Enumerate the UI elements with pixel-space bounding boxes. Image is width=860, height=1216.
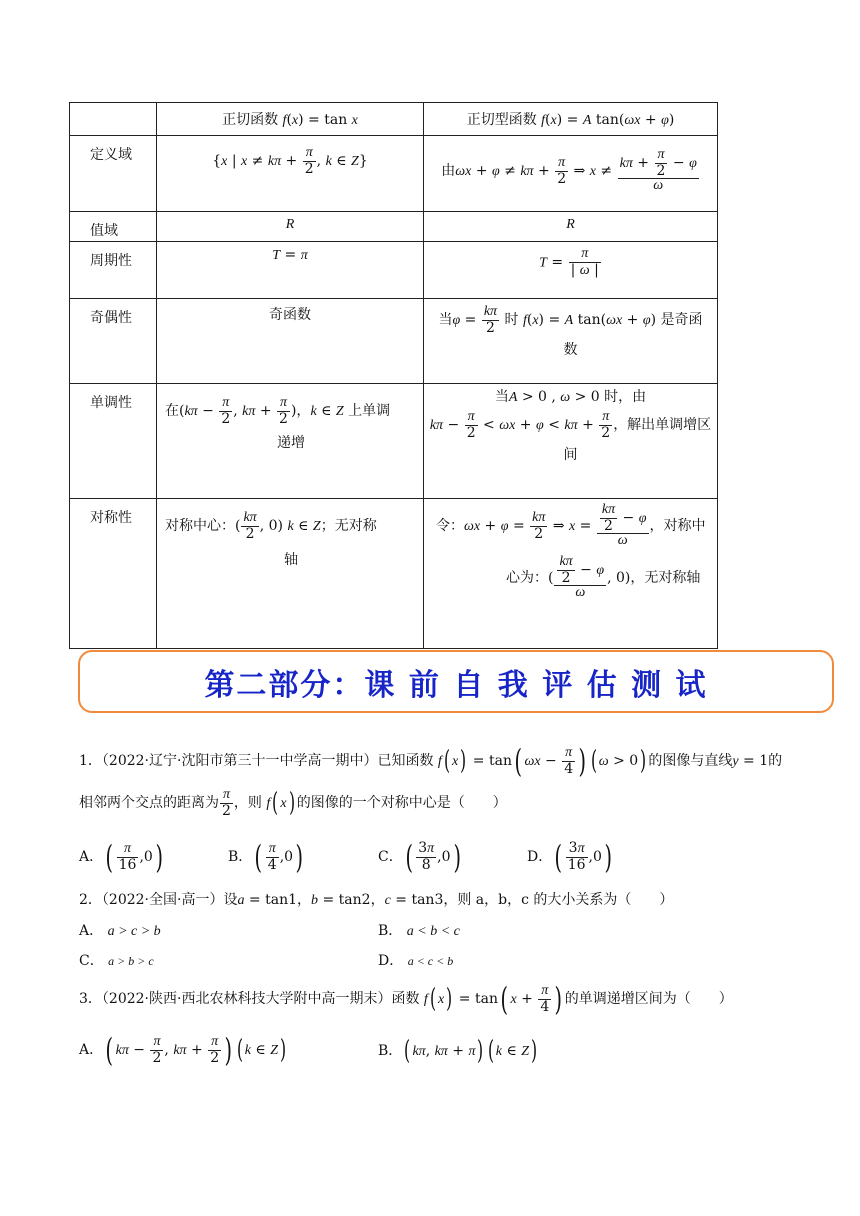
question-2-line-1: 2．（2022·全国·高一）设a = tan1，b = tan2，c = tan3，则 a，b，c 的大小关系为（ ） — [79, 892, 674, 908]
text: 在 — [165, 403, 179, 420]
text: 心为： — [506, 570, 548, 587]
option-value: a > b > c — [108, 954, 154, 968]
range-tan: R — [157, 212, 424, 242]
option-2c[interactable] — [79, 950, 154, 970]
option-key: B． — [378, 923, 403, 939]
question-text: 的图像的一个对称中心是（ ） — [296, 795, 507, 812]
option-1c[interactable]: C．( $\frac{3\pi}{8}$ ,0) — [378, 838, 461, 876]
parity-tan: 奇函数 — [157, 299, 424, 384]
row-label: 对称性 — [70, 499, 157, 649]
question-number: 1． — [79, 753, 102, 769]
option-3a[interactable]: A．( kπ − $\frac{\pi}{2}$ , kπ + $\frac{\pi}{2}$ ) ( k ∈ Z) — [79, 1031, 287, 1069]
question-text: 的图像与直线 — [648, 753, 733, 769]
row-label: 单调性 — [70, 384, 157, 499]
option-key: A． — [79, 849, 104, 865]
monotonic-tan-type: 当A > 0 , ω > 0 时，由 kπ − $\frac{\pi}{2}$ < ωx + φ < kπ + $\frac{\pi}{2}$ ，解出单调增区 间 — [424, 384, 718, 499]
text: 间 — [563, 447, 578, 464]
question-text: 的 — [768, 753, 783, 769]
text: ，无对称轴 — [630, 570, 701, 587]
question-text: （2022·全国·高一）设 — [101, 892, 238, 908]
period-tan: T = π — [157, 242, 424, 299]
symmetry-tan: 对称中心：( $\frac{k\pi}{2}$ , 0) k ∈ Z；无对称 轴 — [157, 499, 424, 649]
section-title: 第二部分：课 前 自 我 评 估 测 试 — [204, 667, 708, 703]
question-1-line-2: 相邻两个交点的距离为 $\frac{\pi}{2}$ ，则 f( x) 的图像的一个对称中心是（ ） — [79, 787, 507, 819]
option-key: D． — [527, 849, 553, 865]
option-3b[interactable]: B．( kπ, kπ + π) ( k ∈ Z) — [378, 1036, 538, 1066]
option-2d[interactable] — [378, 950, 453, 970]
text: 对称中心： — [165, 518, 235, 535]
text: 当 — [494, 389, 509, 405]
tangent-function-table — [69, 102, 718, 649]
parity-tan-type: 当φ = $\frac{k\pi}{2}$ 时 f(x) = A tan(ωx + φ) 是奇函 数 — [424, 299, 718, 384]
header-tangent-type-function: 正切型函数 f(x) = A tan(ωx + φ) — [424, 103, 718, 136]
option-value: a < c < b — [407, 954, 454, 968]
question-text: ，则 a，b，c 的大小关系为（ ） — [443, 892, 674, 908]
option-key: D． — [378, 953, 404, 969]
question-3-line-1: 3．（2022·陕西·西北农林科技大学附中高一期末）函数 f( x) = tan( x + $\frac{\pi}{4}$ ) 的单调递增区间为（ ） — [79, 980, 733, 1018]
option-2b[interactable] — [378, 920, 460, 940]
text: ，对称中 — [649, 518, 706, 535]
header-tangent-function: 正切函数 f(x) = tan x — [157, 103, 424, 136]
section-banner — [78, 650, 834, 713]
text: 时 — [504, 312, 519, 329]
question-text: 的单调递增区间为（ ） — [564, 991, 733, 1007]
question-1-line-1: 1．（2022·辽宁·沈阳市第三十一中学高一期中）已知函数 f( x) = tan( ωx − $\frac{\pi}{4}$ ) ( ω > 0) 的图像与直线y = 1的 — [79, 742, 783, 780]
option-key: A． — [79, 1042, 104, 1058]
header-label: 正切函数 — [222, 112, 279, 128]
question-number: 3． — [79, 991, 102, 1007]
domain-tan: {x | x ≠ kπ + $\frac{\pi}{2}$ , k ∈ Z} — [157, 136, 424, 212]
text: 递增 — [277, 435, 305, 452]
option-1d[interactable]: D．( $\frac{3\pi}{16}$ ,0) — [527, 838, 612, 876]
question-text: （2022·辽宁·沈阳市第三十一中学高一期中）已知函数 — [101, 753, 434, 769]
option-value: a < b < c — [406, 924, 460, 939]
domain-tan-type: 由ωx + φ ≠ kπ + $\frac{\pi}{2}$ ⇒ x ≠ kπ + $\frac{\pi}{2}$ − φ ω — [424, 136, 718, 212]
row-label: 定义域 — [70, 136, 157, 212]
question-text: （2022·陕西·西北农林科技大学附中高一期末）函数 — [101, 991, 420, 1007]
text: 令： — [436, 518, 464, 535]
text: 数 — [563, 342, 578, 359]
text: ；无对称 — [320, 518, 377, 535]
question-number: 2． — [79, 892, 102, 908]
text: ，解出单调增区 — [613, 417, 712, 434]
period-tan-type: T = $\frac{\pi}{| \omega |}$ — [424, 242, 718, 299]
question-text: 相邻两个交点的距离为 — [79, 795, 219, 812]
question-text: ，则 — [233, 795, 262, 812]
table-corner-cell — [70, 103, 157, 136]
monotonic-tan: 在(kπ − $\frac{\pi}{2}$ , kπ + $\frac{\pi}{2}$ )，k ∈ Z 上单调 递增 — [157, 384, 424, 499]
range-tan-type: R — [424, 212, 718, 242]
option-key: A． — [79, 923, 104, 939]
text: 是奇函 — [660, 312, 703, 329]
text: 当 — [438, 312, 453, 329]
row-label: 值域 — [70, 212, 157, 242]
option-key: B． — [378, 1043, 403, 1059]
option-key: C． — [79, 953, 104, 969]
option-2a[interactable] — [79, 920, 161, 940]
option-key: B． — [228, 849, 253, 865]
symmetry-tan-type: 令：ωx + φ = $\frac{k\pi}{2}$ ⇒ x = $\frac{k\pi}{2}$ − φ ω ，对称中 心为：( $\frac{k\pi}{2}$ − φ ω , 0)，无对称轴 — [424, 499, 718, 649]
header-label: 正切型函数 — [466, 112, 537, 128]
text: 轴 — [284, 552, 298, 569]
option-value: a > c > b — [107, 924, 161, 939]
text: 上单调 — [348, 403, 391, 420]
row-label: 周期性 — [70, 242, 157, 299]
option-1b[interactable]: B．( $\frac{\pi}{4}$ ,0) — [228, 838, 304, 876]
text: 时，由 — [604, 389, 647, 405]
option-key: C． — [378, 849, 403, 865]
option-1a[interactable]: A．( $\frac{\pi}{16}$ ,0) — [79, 838, 163, 876]
row-label: 奇偶性 — [70, 299, 157, 384]
